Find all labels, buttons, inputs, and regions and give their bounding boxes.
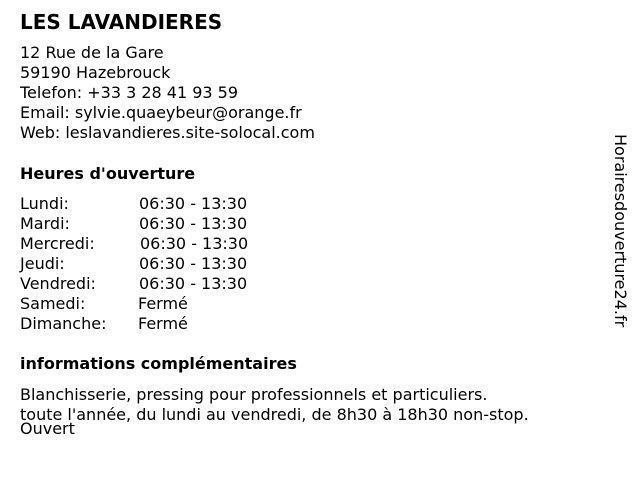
day-hours: 06:30 - 13:30 — [140, 234, 249, 253]
day-label: Vendredi: — [20, 274, 96, 293]
business-name: LES LAVANDIERES — [20, 10, 223, 34]
day-label: Jeudi: — [20, 254, 65, 273]
info-schedule: toute l'année, du lundi au vendredi, de 8h30 à 18h30 non-stop. — [20, 405, 529, 424]
day-hours: 06:30 - 13:30 — [139, 254, 248, 273]
info-block — [20, 385, 529, 439]
website-line: Web: leslavandieres.site-solocal.com — [20, 123, 315, 142]
contact-block — [20, 43, 315, 143]
email-line: Email: sylvie.quaeybeur@orange.fr — [20, 103, 302, 122]
hours-heading: Heures d'ouverture — [20, 164, 196, 183]
day-label: Samedi: — [20, 294, 86, 313]
day-label: Lundi: — [20, 194, 69, 213]
day-label: Mercredi: — [20, 234, 95, 253]
day-hours: 06:30 - 13:30 — [139, 274, 248, 293]
info-status: Ouvert — [20, 419, 75, 438]
day-label: Dimanche: — [20, 314, 107, 333]
day-hours: 06:30 - 13:30 — [139, 194, 248, 213]
day-hours: Fermé — [138, 294, 188, 313]
info-description: Blanchisserie, pressing pour professionnels et particuliers. — [20, 385, 488, 404]
day-label: Mardi: — [20, 214, 70, 233]
phone-line: Telefon: +33 3 28 41 93 59 — [20, 83, 239, 102]
day-hours: Fermé — [138, 314, 188, 333]
address-street: 12 Rue de la Gare — [20, 43, 164, 62]
info-heading: informations complémentaires — [20, 354, 297, 373]
site-watermark: Horairesdouverture24.fr — [611, 134, 630, 328]
address-city: 59190 Hazebrouck — [20, 63, 171, 82]
day-hours: 06:30 - 13:30 — [139, 214, 248, 233]
